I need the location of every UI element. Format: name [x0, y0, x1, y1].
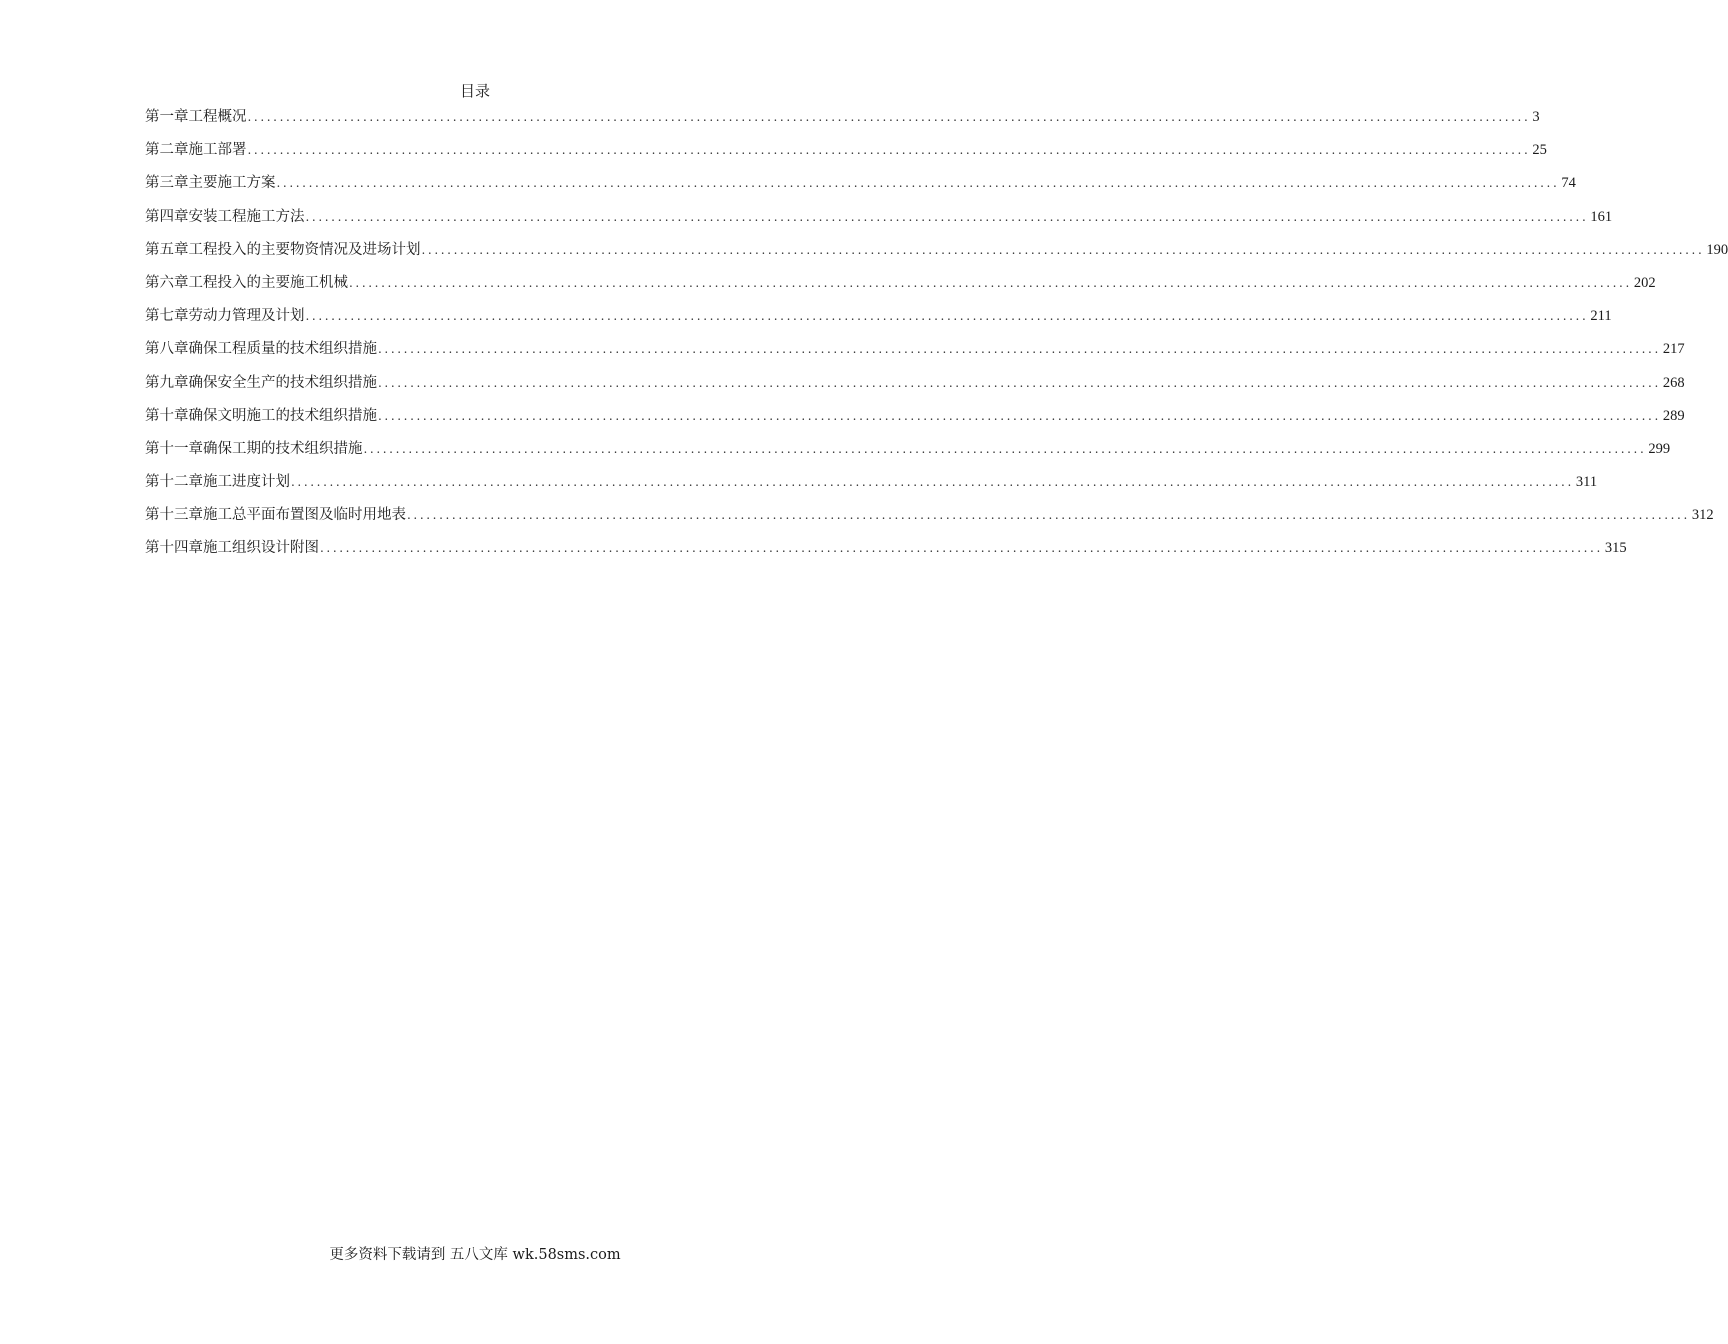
- toc-page-number: 202: [1633, 274, 1656, 291]
- toc-chapter-label: 第十二章: [145, 474, 203, 491]
- toc-entry-title: 确保工期的技术组织措施: [203, 440, 363, 457]
- toc-chapter-label: 第五章: [145, 241, 189, 258]
- footer-download-note: 更多资料下载请到 五八文库 wk.58sms.com: [329, 1247, 621, 1263]
- toc-entry[interactable]: [145, 206, 1613, 239]
- toc-leader-dots: ........................................................................................................................................................................................................: [247, 143, 1531, 158]
- toc-page-number: 312: [1691, 507, 1714, 524]
- toc-entry-title: 工程投入的主要物资情况及进场计划: [188, 241, 421, 258]
- toc-entry-title: 主要施工方案: [188, 175, 276, 192]
- toc-chapter-label: 第十一章: [145, 440, 203, 457]
- toc-chapter-label: 第三章: [145, 175, 189, 192]
- toc-chapter-label: 第十四章: [145, 540, 203, 557]
- toc-entry[interactable]: [145, 471, 1598, 504]
- toc-leader-dots: ........................................................................................................................................................................................................: [320, 541, 1603, 556]
- toc-leader-dots: ........................................................................................................................................................................................................: [291, 475, 1574, 490]
- toc-page-number: 311: [1575, 474, 1598, 491]
- toc-entry-title: 确保文明施工的技术组织措施: [188, 407, 377, 424]
- toc-entry-title: 确保安全生产的技术组织措施: [188, 374, 377, 391]
- toc-leader-dots: ........................................................................................................................................................................................................: [349, 275, 1632, 290]
- toc-page-number: 299: [1648, 440, 1671, 457]
- toc-leader-dots: ........................................................................................................................................................................................................: [305, 309, 1589, 324]
- toc-chapter-label: 第八章: [145, 341, 189, 358]
- toc-leader-dots: ........................................................................................................................................................................................................: [421, 242, 1705, 257]
- toc-page-number: 217: [1662, 341, 1685, 358]
- toc-page-number: 268: [1662, 374, 1685, 391]
- toc-chapter-label: 第四章: [145, 208, 189, 225]
- toc-entry[interactable]: [145, 239, 1728, 272]
- toc-leader-dots: ........................................................................................................................................................................................................: [305, 209, 1589, 224]
- toc-page-number: 25: [1532, 142, 1547, 159]
- toc-page-number: 190: [1706, 241, 1728, 258]
- toc-entry[interactable]: [145, 272, 1656, 305]
- toc-chapter-label: 第二章: [145, 142, 189, 159]
- toc-entry[interactable]: [145, 139, 1547, 172]
- toc-chapter-label: 第十章: [145, 407, 189, 424]
- toc-leader-dots: ........................................................................................................................................................................................................: [378, 342, 1661, 357]
- toc-chapter-label: 第一章: [145, 109, 189, 125]
- toc-entry-title: 工程投入的主要施工机械: [188, 274, 348, 291]
- toc-entry-title: 施工总平面布置图及临时用地表: [203, 507, 406, 524]
- toc-entry-title: 劳动力管理及计划: [188, 308, 305, 325]
- toc-entry[interactable]: [145, 106, 1540, 139]
- toc-entry[interactable]: [145, 537, 1627, 570]
- toc-entry[interactable]: [145, 438, 1671, 471]
- toc-leader-dots: ........................................................................................................................................................................................................: [363, 441, 1647, 456]
- toc-page-number: 289: [1662, 407, 1685, 424]
- toc-title: 目录: [459, 82, 490, 100]
- toc-entry[interactable]: [145, 405, 1685, 438]
- toc-entry-title: 施工组织设计附图: [203, 540, 319, 557]
- toc-page-number: 3: [1532, 109, 1540, 125]
- toc-leader-dots: ........................................................................................................................................................................................................: [378, 375, 1661, 390]
- toc-page-number: 315: [1604, 540, 1627, 557]
- toc-entry[interactable]: [145, 504, 1714, 537]
- toc-entry[interactable]: [145, 338, 1685, 371]
- toc-leader-dots: ........................................................................................................................................................................................................: [378, 408, 1661, 423]
- toc-page-number: 211: [1590, 308, 1612, 325]
- toc-page-number: 161: [1590, 208, 1613, 225]
- toc-entry-title: 施工进度计划: [203, 474, 290, 491]
- toc-entry-title: 工程概况: [188, 109, 247, 125]
- toc-chapter-label: 第九章: [145, 374, 189, 391]
- toc-leader-dots: ........................................................................................................................................................................................................: [276, 176, 1560, 191]
- toc-entry[interactable]: [145, 172, 1576, 205]
- toc-chapter-label: 第六章: [145, 274, 189, 291]
- toc-entry-title: 确保工程质量的技术组织措施: [188, 341, 377, 358]
- table-of-contents: [145, 106, 1728, 571]
- toc-entry[interactable]: [145, 372, 1685, 405]
- toc-entry[interactable]: [145, 305, 1612, 338]
- toc-leader-dots: ........................................................................................................................................................................................................: [247, 110, 1531, 124]
- toc-leader-dots: ........................................................................................................................................................................................................: [407, 508, 1690, 523]
- toc-entry-title: 施工部署: [188, 142, 247, 159]
- toc-entry-title: 安装工程施工方法: [188, 208, 305, 225]
- toc-chapter-label: 第七章: [145, 308, 189, 325]
- toc-page-number: 74: [1561, 175, 1576, 192]
- toc-chapter-label: 第十三章: [145, 507, 203, 524]
